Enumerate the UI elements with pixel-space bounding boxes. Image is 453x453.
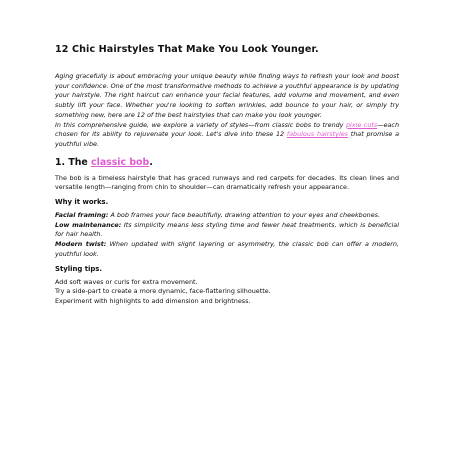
section-heading-classic-bob — [55, 157, 399, 168]
why-item-text: When updated with slight layering or asymmetry, the classic bob can offer a modern, youthful look. — [55, 240, 399, 258]
intro-text: In this comprehensive guide, we explore a variety of styles—from classic bobs to trendy — [55, 120, 346, 129]
page-title: 12 Chic Hairstyles That Make You Look Younger. — [55, 44, 319, 55]
section-heading-end: . — [149, 156, 153, 168]
why-item — [55, 221, 399, 240]
classic-bob-link[interactable]: classic bob — [91, 156, 150, 168]
why-item-label: Low maintenance: — [55, 220, 122, 229]
intro-paragraph: Aging gracefully is about embracing your unique beauty while finding ways to refresh your look and boost your confidence. One of the most transformative methods to achieve a youthful appearance is by updating your hairstyle. The right haircut can enhance your facial features, add volume and movement, and even subtly lift your face. Whether you're looking to soften wrinkles, add bounce to your hair, or simply try something new, here are 12 of the best hairstyles that can make you look younger. — [55, 72, 399, 119]
tips-list — [55, 278, 399, 307]
intro-paragraph-2 — [55, 121, 399, 150]
tip-item: Try a side-part to create a more dynamic, face-flattering silhouette. — [55, 287, 271, 296]
intro-text: —each chosen for its ability to rejuvenate your look. Let's dive into these 12 — [55, 120, 399, 139]
pixie-cuts-link[interactable]: pixie cuts — [345, 120, 378, 129]
section-number: 1. The — [55, 156, 92, 168]
why-list — [55, 211, 399, 260]
intro-section — [55, 72, 399, 150]
tip-item: Experiment with highlights to add dimension and brightness. — [55, 296, 251, 305]
fabulous-hairstyles-link[interactable]: fabulous hairstyles — [286, 130, 348, 139]
why-item-label: Modern twist: — [55, 240, 107, 249]
intro-text: that promise a youthful vibe. — [55, 130, 399, 148]
why-item — [55, 240, 399, 259]
styling-tips-heading: Styling tips. — [55, 264, 103, 273]
why-item-text: A bob frames your face beautifully, drawing attention to your eyes and cheekbones. — [108, 211, 380, 220]
why-item-label: Facial framing: — [55, 211, 109, 220]
why-item — [55, 211, 399, 221]
why-it-works-heading: Why it works. — [55, 198, 109, 207]
why-item-text: Its simplicity means less styling time and fewer heat treatments, which is beneficial for hair health. — [55, 220, 399, 239]
section-paragraph: The bob is a timeless hairstyle that has graced runways and red carpets for decades. Its clean lines and versatile length—ranging from chin to shoulder—can dramatically refresh your appearance. — [55, 173, 399, 192]
section-body — [55, 174, 399, 193]
tip-item: Add soft waves or curls for extra movement. — [55, 277, 198, 286]
